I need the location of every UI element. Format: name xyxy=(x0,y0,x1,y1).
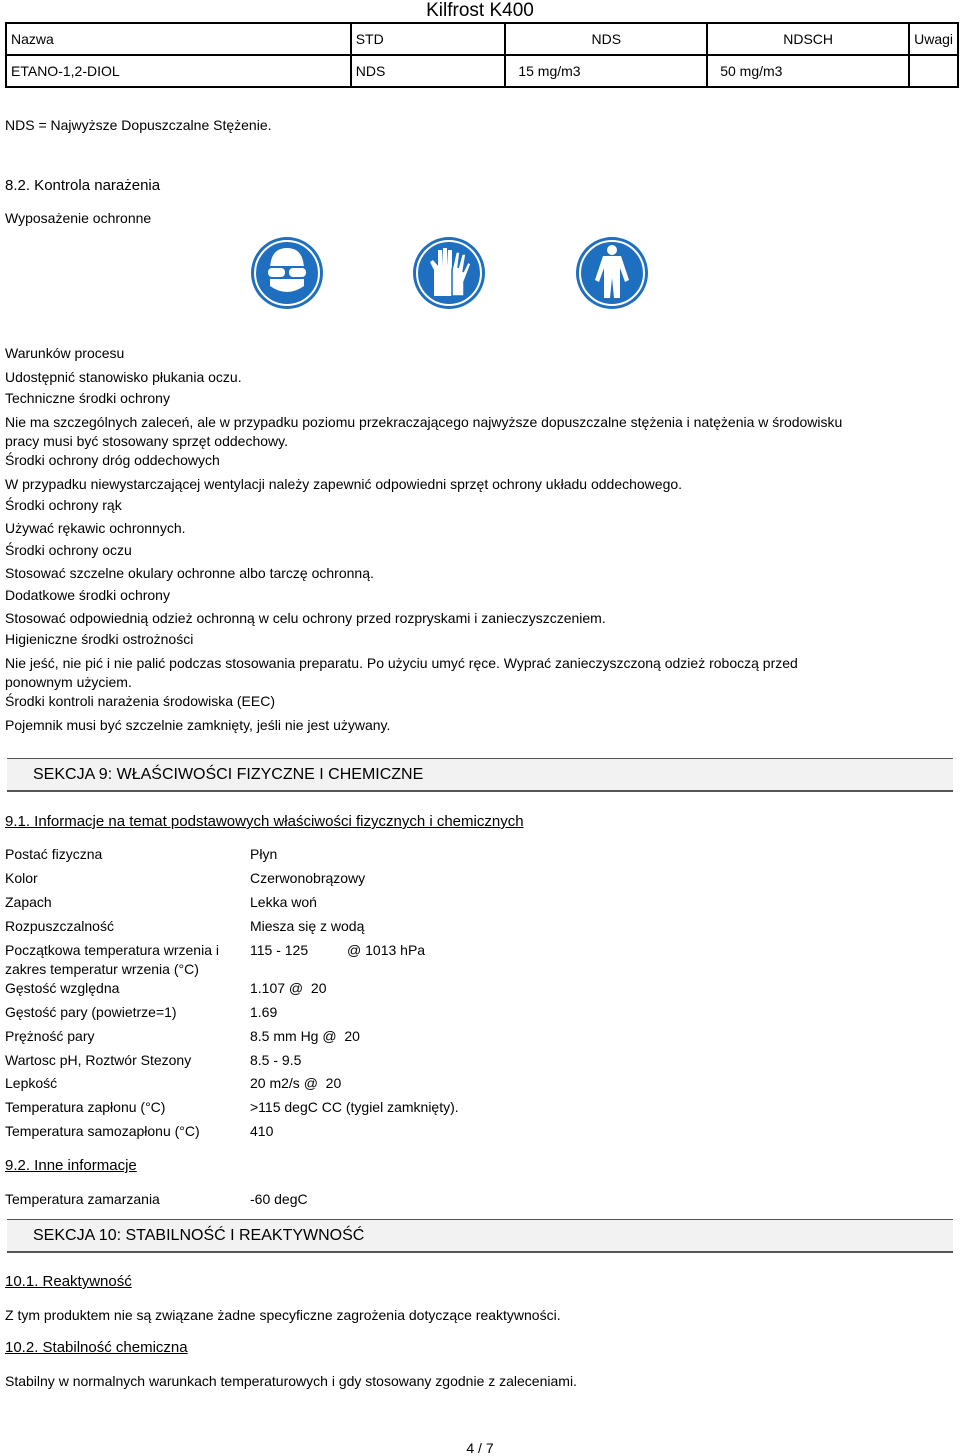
property-label: Gęstość pary (powietrze=1) xyxy=(5,1004,177,1020)
property-value: 115 - 125 @ 1013 hPa xyxy=(250,942,426,958)
table-cell: NDS xyxy=(351,55,506,87)
header-cell: NDSCH xyxy=(707,23,909,55)
equipment-label: Wyposażenie ochronne xyxy=(5,210,152,226)
hygiene-text-line-2: ponownym użyciem. xyxy=(5,674,132,690)
table-cell xyxy=(909,55,958,87)
document-title: Kilfrost K400 xyxy=(426,0,534,21)
header-cell: Uwagi xyxy=(909,23,958,55)
property-value: 410 xyxy=(250,1123,274,1139)
tech-text-line-2: pracy musi być stosowany sprzęt oddechowy. xyxy=(5,433,288,449)
protective-suit-icon xyxy=(575,236,649,310)
property-label: Rozpuszczalność xyxy=(5,918,114,934)
hand-heading: Środki ochrony rąk xyxy=(5,497,122,513)
property-value: 8.5 - 9.5 xyxy=(250,1052,302,1068)
property-value: Miesza się z wodą xyxy=(250,918,365,934)
environment-text: Pojemnik musi być szczelnie zamknięty, jeśli nie jest używany. xyxy=(5,717,391,733)
section-9-title: SEKCJA 9: WŁAŚCIWOŚCI FIZYCZNE I CHEMICZNE xyxy=(33,766,424,783)
header-cell: Nazwa xyxy=(6,23,351,55)
property-label: Zapach xyxy=(5,894,52,910)
page-number: 4 / 7 xyxy=(466,1440,494,1456)
extra-protection-heading: Dodatkowe środki ochrony xyxy=(5,587,170,603)
table-header-row xyxy=(6,23,958,55)
property-value: 1.69 xyxy=(250,1004,278,1020)
property-value: Lekka woń xyxy=(250,894,317,910)
subsection-9-2: 9.2. Inne informacje xyxy=(5,1157,137,1174)
tech-text-line-1: Nie ma szczególnych zaleceń, ale w przypadku poziomu przekraczającego najwyższe dopuszczalne stężenia i natężenia w środowisku xyxy=(5,414,843,430)
property-label: Wartosc pH, Roztwór Stezony xyxy=(5,1052,192,1068)
property-label: Prężność pary xyxy=(5,1028,95,1044)
process-heading: Warunków procesu xyxy=(5,345,125,361)
property-value: Czerwonobrązowy xyxy=(250,870,366,886)
hygiene-heading: Higieniczne środki ostrożności xyxy=(5,631,194,647)
eye-heading: Środki ochrony oczu xyxy=(5,542,132,558)
table-footnote: NDS = Najwyższe Dopuszczalne Stężenie. xyxy=(5,117,272,133)
property-label: Gęstość względna xyxy=(5,980,120,996)
process-text: Udostępnić stanowisko płukania oczu. xyxy=(5,369,242,385)
subsection-9-1: 9.1. Informacje na temat podstawowych właściwości fizycznych i chemicznych xyxy=(5,813,524,830)
header-cell: NDS xyxy=(505,23,707,55)
section-10-title: SEKCJA 10: STABILNOŚĆ I REAKTYWNOŚĆ xyxy=(33,1227,365,1244)
section-heading-8-2: 8.2. Kontrola narażenia xyxy=(5,177,161,194)
environment-heading: Środki kontroli narażenia środowiska (EEC) xyxy=(5,693,275,709)
section-9-banner xyxy=(7,758,953,792)
hygiene-text-line-1: Nie jeść, nie pić i nie palić podczas stosowania preparatu. Po użyciu umyć ręce. Wyprać zanieczyszczoną odzież roboczą przed xyxy=(5,655,798,671)
property-label: Postać fizyczna xyxy=(5,846,103,862)
table-cell: ETANO-1,2-DIOL xyxy=(6,55,351,87)
goggles-icon xyxy=(250,236,324,310)
section-10-banner xyxy=(7,1219,953,1253)
gloves-icon xyxy=(412,236,486,310)
hand-text: Używać rękawic ochronnych. xyxy=(5,520,186,536)
subsection-10-1: 10.1. Reaktywność xyxy=(5,1273,132,1290)
property-value: 1.107 @ 20 xyxy=(250,980,327,996)
property-value: 8.5 mm Hg @ 20 xyxy=(250,1028,360,1044)
property-value: -60 degC xyxy=(250,1191,308,1207)
property-value: Płyn xyxy=(250,846,278,862)
respiratory-text: W przypadku niewystarczającej wentylacji należy zapewnić odpowiedni sprzęt ochrony układu oddechowego. xyxy=(5,476,683,492)
property-value: >115 degC CC (tygiel zamknięty). xyxy=(250,1099,459,1115)
table-cell: 50 mg/m3 xyxy=(707,55,909,87)
property-label: Początkowa temperatura wrzenia i zakres temperatur wrzenia (°C) xyxy=(5,942,219,977)
reactivity-text: Z tym produktem nie są związane żadne specyficzne zagrożenia dotyczące reaktywności. xyxy=(5,1307,561,1323)
subsection-10-2: 10.2. Stabilność chemiczna xyxy=(5,1339,188,1356)
property-value: 20 m2/s @ 20 xyxy=(250,1075,342,1091)
property-label: Temperatura zapłonu (°C) xyxy=(5,1099,166,1115)
stability-text: Stabilny w normalnych warunkach temperaturowych i gdy stosowany zgodnie z zaleceniami. xyxy=(5,1373,577,1389)
property-label: Kolor xyxy=(5,870,38,886)
table-cell: 15 mg/m3 xyxy=(505,55,707,87)
exposure-limits-table xyxy=(5,22,959,88)
property-label: Temperatura samozapłonu (°C) xyxy=(5,1123,200,1139)
eye-text: Stosować szczelne okulary ochronne albo tarczę ochronną. xyxy=(5,565,374,581)
tech-heading: Techniczne środki ochrony xyxy=(5,390,170,406)
respiratory-heading: Środki ochrony dróg oddechowych xyxy=(5,452,220,468)
property-label: Temperatura zamarzania xyxy=(5,1191,160,1207)
property-label: Lepkość xyxy=(5,1075,58,1091)
header-cell: STD xyxy=(351,23,506,55)
table-row xyxy=(6,55,958,87)
extra-protection-text: Stosować odpowiednią odzież ochronną w celu ochrony przed rozpryskami i zanieczyszczeniem. xyxy=(5,610,606,626)
